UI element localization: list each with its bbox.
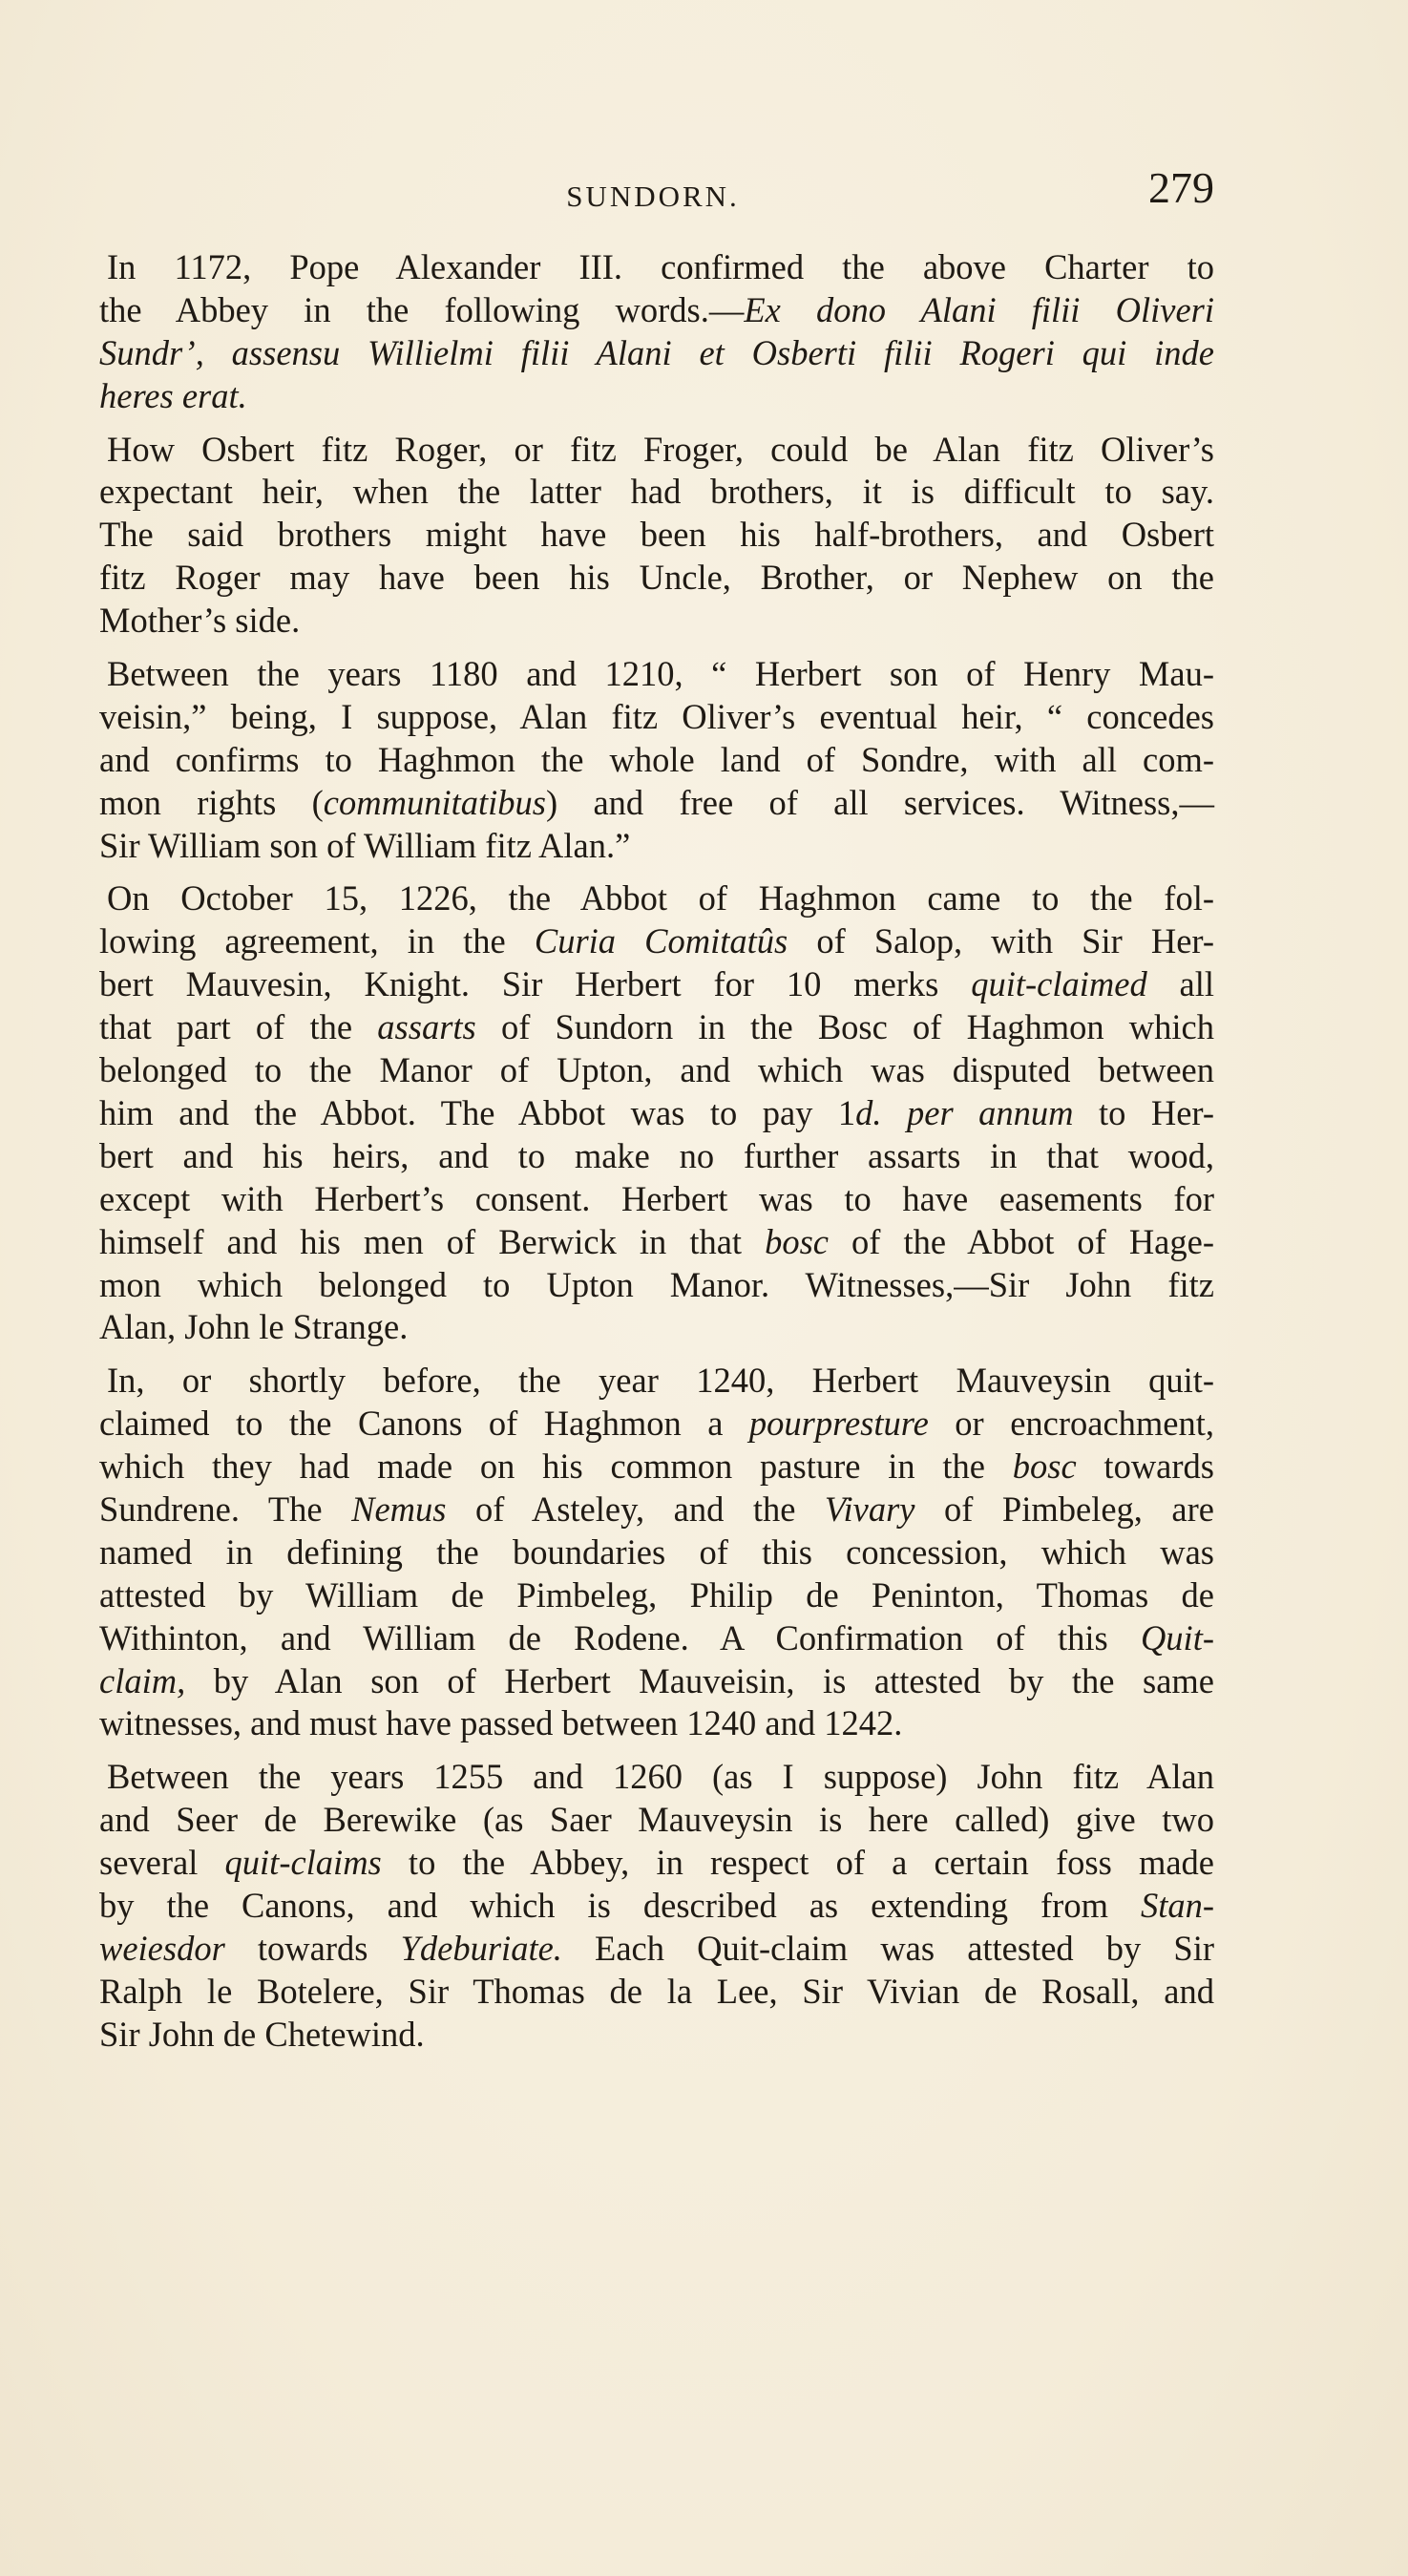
text-run: to Her- bbox=[1073, 1092, 1214, 1132]
text-run: expectant heir, when the latter had brothers, it is difficult to say. bbox=[99, 472, 1214, 512]
text-line bbox=[92, 1617, 1214, 1660]
text-run: claimed to the Canons of Haghmon a bbox=[99, 1404, 749, 1444]
text-run: mon rights ( bbox=[99, 782, 324, 822]
italic-text: weiesdor bbox=[99, 1928, 225, 1968]
text-run: fitz Roger may have been his Uncle, Brother, or Nephew on the bbox=[99, 558, 1214, 598]
italic-text: heres erat. bbox=[99, 375, 247, 415]
text-line bbox=[92, 1403, 1214, 1446]
running-head bbox=[92, 162, 1214, 220]
text-line bbox=[92, 375, 1214, 418]
text-line bbox=[92, 1660, 1214, 1703]
paragraph bbox=[92, 246, 1214, 418]
text-line bbox=[92, 2014, 1214, 2057]
italic-text: bosc bbox=[1012, 1446, 1077, 1487]
text-run: Between the years 1255 and 1260 (as I suppose) John fitz Alan bbox=[107, 1757, 1214, 1797]
text-run: witnesses, and must have passed between 1240 and 1242. bbox=[99, 1703, 903, 1743]
italic-text: assarts bbox=[377, 1007, 476, 1047]
text-line bbox=[92, 782, 1214, 825]
text-run: Withinton, and William de Rodene. A Confirmation of this bbox=[99, 1617, 1141, 1658]
text-run: Between the years 1180 and 1210, “ Herbert son of Henry Mau- bbox=[107, 653, 1214, 693]
text-line bbox=[92, 1306, 1214, 1349]
text-run: of Salop, with Sir Her- bbox=[788, 921, 1214, 961]
text-line bbox=[92, 1006, 1214, 1049]
text-line bbox=[92, 1756, 1214, 1799]
text-line bbox=[92, 1178, 1214, 1221]
text-run: of Asteley, and the bbox=[446, 1489, 825, 1529]
text-line bbox=[92, 1799, 1214, 1842]
paragraph bbox=[92, 1360, 1214, 1745]
text-line bbox=[92, 1928, 1214, 1971]
text-line bbox=[92, 1135, 1214, 1178]
text-run: Alan, John le Strange. bbox=[99, 1307, 409, 1347]
text-line bbox=[92, 739, 1214, 782]
italic-text: pourpresture bbox=[748, 1404, 929, 1444]
text-line bbox=[92, 920, 1214, 963]
text-run: of Sundorn in the Bosc of Haghmon which bbox=[475, 1007, 1214, 1047]
text-run: that part of the bbox=[99, 1007, 378, 1047]
italic-text: Curia Comitatûs bbox=[534, 921, 788, 961]
text-run: by the Canons, and which is described as extending from bbox=[99, 1885, 1141, 1925]
text-line bbox=[92, 557, 1214, 600]
italic-text: communitatibus bbox=[323, 782, 546, 822]
text-run: him and the Abbot. The Abbot was to pay 1 bbox=[99, 1092, 856, 1132]
italic-text: bosc bbox=[765, 1221, 829, 1261]
italic-text: claim, bbox=[99, 1660, 186, 1700]
text-line bbox=[92, 1489, 1214, 1531]
paragraph bbox=[92, 653, 1214, 868]
text-line bbox=[92, 471, 1214, 514]
paragraph bbox=[92, 1756, 1214, 2056]
text-run: except with Herbert’s consent. Herbert was to have easements for bbox=[99, 1178, 1214, 1218]
paragraph bbox=[92, 429, 1214, 644]
text-run: attested by William de Pimbeleg, Philip de Peninton, Thomas de bbox=[99, 1574, 1214, 1615]
italic-text: Vivary bbox=[824, 1489, 915, 1529]
text-run: Sir John de Chetewind. bbox=[99, 2014, 425, 2054]
text-line bbox=[92, 1885, 1214, 1928]
text-line bbox=[92, 1264, 1214, 1307]
text-run: himself and his men of Berwick in that bbox=[99, 1221, 766, 1261]
text-run: Each Quit-claim was attested by Sir bbox=[561, 1928, 1215, 1968]
italic-text: Stan- bbox=[1140, 1885, 1214, 1925]
italic-text: Ydeburiate. bbox=[400, 1928, 562, 1968]
text-line bbox=[92, 332, 1214, 375]
text-line bbox=[92, 289, 1214, 332]
text-run: Ralph le Botelere, Sir Thomas de la Lee, Sir Vivian de Rosall, and bbox=[99, 1971, 1214, 2011]
text-run: On October 15, 1226, the Abbot of Haghmon came to the fol- bbox=[107, 878, 1214, 918]
text-run: Mother’s side. bbox=[99, 601, 301, 641]
text-line bbox=[92, 825, 1214, 868]
text-run: The said brothers might have been his half-brothers, and Osbert bbox=[99, 515, 1214, 555]
text-line bbox=[92, 429, 1214, 472]
text-run: named in defining the boundaries of this concession, which was bbox=[99, 1531, 1214, 1572]
italic-text: quit-claimed bbox=[971, 964, 1147, 1004]
text-run: to the Abbey, in respect of a certain foss made bbox=[381, 1843, 1214, 1883]
italic-text: Quit- bbox=[1140, 1617, 1214, 1658]
page-number: 279 bbox=[1148, 163, 1214, 212]
text-run: veisin,” being, I suppose, Alan fitz Oliver’s eventual heir, “ concedes bbox=[99, 696, 1214, 736]
text-line bbox=[92, 696, 1214, 739]
paragraph bbox=[92, 877, 1214, 1349]
italic-text: Nemus bbox=[351, 1489, 447, 1529]
text-run: of the Abbot of Hage- bbox=[829, 1221, 1214, 1261]
running-title: SUNDORN. bbox=[566, 179, 740, 213]
text-run: bert Mauvesin, Knight. Sir Herbert for 10 merks bbox=[99, 964, 972, 1004]
text-line bbox=[92, 963, 1214, 1006]
text-run: How Osbert fitz Roger, or fitz Froger, could be Alan fitz Oliver’s bbox=[107, 429, 1214, 469]
text-run: several bbox=[99, 1843, 225, 1883]
text-run: of Pimbeleg, are bbox=[914, 1489, 1214, 1529]
text-line bbox=[92, 1842, 1214, 1885]
text-line bbox=[92, 1049, 1214, 1092]
text-run: Sundrene. The bbox=[99, 1489, 352, 1529]
body-text bbox=[92, 246, 1214, 2057]
text-run: towards bbox=[1076, 1446, 1214, 1487]
text-run: by Alan son of Herbert Mauveisin, is attested by the same bbox=[185, 1660, 1214, 1700]
text-run: the Abbey in the following words.— bbox=[99, 289, 745, 329]
italic-text: Sundr’, assensu Willielmi filii Alani et Osberti filii Rogeri qui inde bbox=[99, 332, 1214, 372]
text-line bbox=[92, 600, 1214, 643]
text-run: belonged to the Manor of Upton, and which was disputed between bbox=[99, 1049, 1214, 1089]
text-line bbox=[92, 1702, 1214, 1745]
text-run: and Seer de Berewike (as Saer Mauveysin is here called) give two bbox=[99, 1800, 1214, 1840]
italic-text: d. per annum bbox=[855, 1092, 1074, 1132]
text-line bbox=[92, 1971, 1214, 2014]
text-run: or encroachment, bbox=[928, 1404, 1215, 1444]
text-run: bert and his heirs, and to make no further assarts in that wood, bbox=[99, 1135, 1214, 1175]
text-line bbox=[92, 1360, 1214, 1403]
italic-text: quit-claims bbox=[224, 1843, 382, 1883]
text-line bbox=[92, 1574, 1214, 1617]
text-line bbox=[92, 246, 1214, 289]
text-run: ) and free of all services. Witness,— bbox=[545, 782, 1215, 822]
text-run: lowing agreement, in the bbox=[99, 921, 535, 961]
text-line bbox=[92, 1531, 1214, 1574]
text-line bbox=[92, 1446, 1214, 1489]
text-run: and confirms to Haghmon the whole land of Sondre, with all com- bbox=[99, 739, 1214, 779]
text-run: In, or shortly before, the year 1240, Herbert Mauveysin quit- bbox=[107, 1361, 1214, 1401]
text-line bbox=[92, 877, 1214, 920]
text-run: towards bbox=[224, 1928, 401, 1968]
text-run: Sir William son of William fitz Alan.” bbox=[99, 825, 631, 865]
text-run: mon which belonged to Upton Manor. Witnesses,—Sir John fitz bbox=[99, 1264, 1214, 1304]
text-line bbox=[92, 653, 1214, 696]
text-line bbox=[92, 1221, 1214, 1264]
text-run: In 1172, Pope Alexander III. confirmed the above Charter to bbox=[107, 247, 1214, 286]
italic-text: Ex dono Alani filii Oliveri bbox=[744, 289, 1214, 329]
text-run: all bbox=[1146, 964, 1215, 1004]
text-line bbox=[92, 514, 1214, 557]
text-run: which they had made on his common pasture in the bbox=[99, 1446, 1013, 1487]
text-line bbox=[92, 1092, 1214, 1135]
